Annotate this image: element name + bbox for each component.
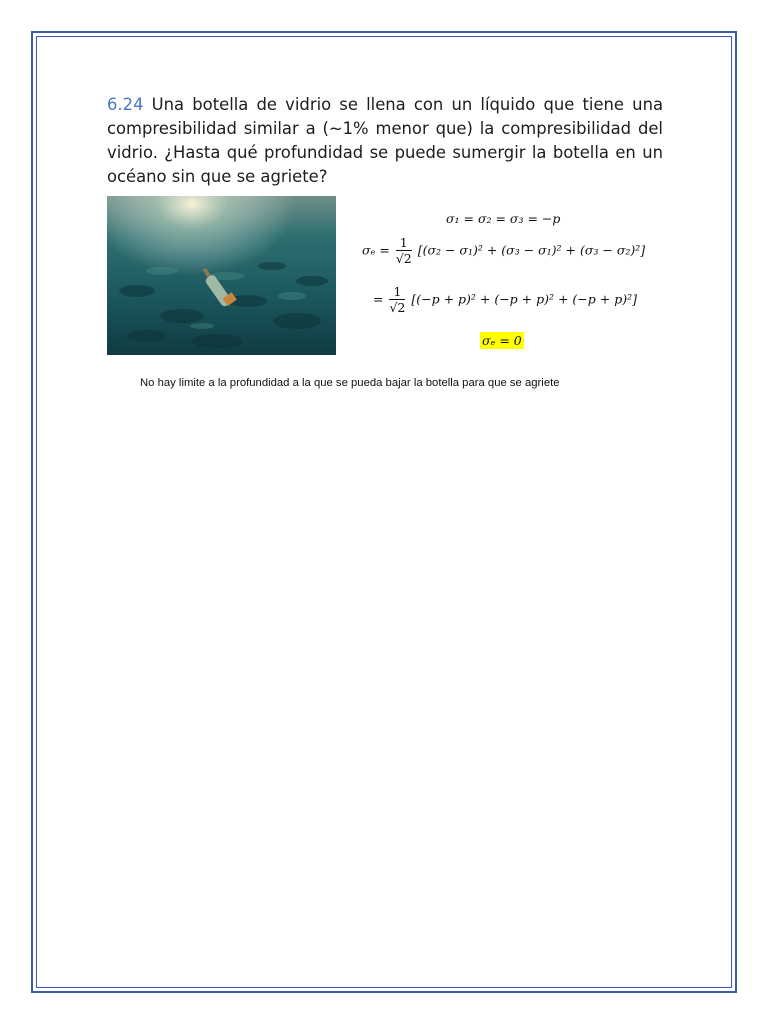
- problem-text: Una botella de vidrio se llena con un líquido que tiene una compresibilidad similar a (~1% menor que) la compresibilidad del vidrio. ¿Hasta qué profundidad se puede sumergir la botella en un océano sin que se agriete?: [107, 95, 664, 186]
- bottle-in-ocean-image: [107, 196, 336, 355]
- problem-statement: [107, 93, 663, 189]
- ocean-bottle-photo: [107, 196, 336, 355]
- fraction-one-over-root-two-2: $\frac{1}{√2}$: [389, 284, 406, 315]
- equation-substitution: = $\frac{1}{√2}$ [(−p + p)² + (−p + p)² + (−p + p)²]: [373, 284, 637, 315]
- equation-principal-stresses: σ₁ = σ₂ = σ₃ = −p: [446, 211, 561, 226]
- equation-von-mises: σₑ = $\frac{1}{√2}$ [(σ₂ − σ₁)² + (σ₃ − σ₁)² + (σ₃ − σ₂)²]: [362, 235, 646, 266]
- equation-result-highlighted: σₑ = 0: [482, 333, 522, 348]
- fraction-one-over-root-two: $\frac{1}{√2}$: [395, 235, 412, 266]
- problem-number: 6.24: [107, 95, 144, 114]
- answer-text: No hay limite a la profundidad a la que se pueda bajar la botella para que se agriete: [140, 377, 560, 389]
